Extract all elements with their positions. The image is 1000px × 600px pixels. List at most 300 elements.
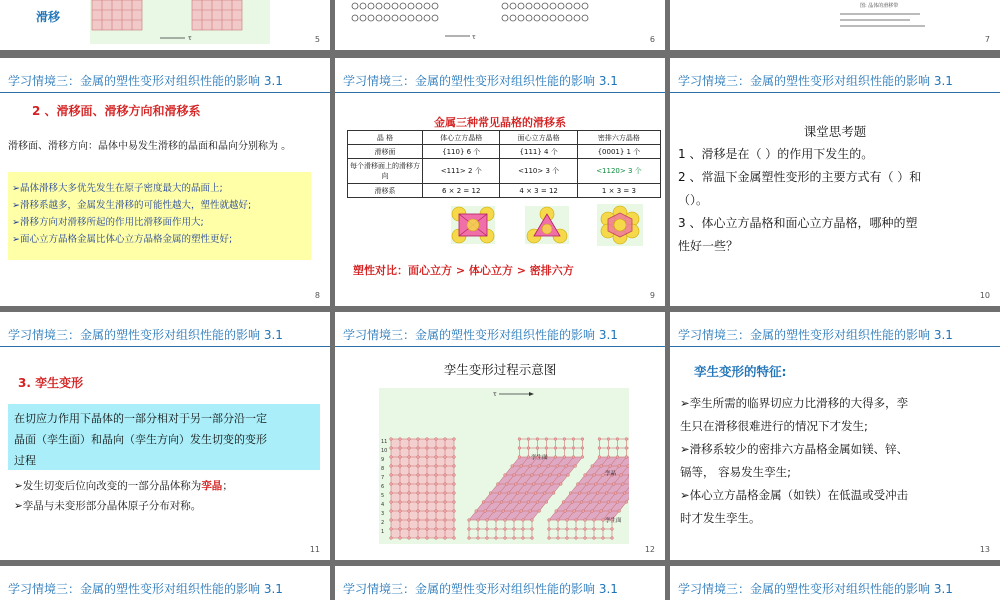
twin-crystal-label: 孪晶 (605, 471, 617, 477)
lattice-atom (502, 510, 505, 513)
lattice-atom (603, 483, 606, 486)
slide5-label: 滑移 (36, 10, 61, 24)
lattice-atom (527, 447, 530, 450)
atom-dot (432, 15, 438, 21)
question-line: （）。 (678, 193, 709, 207)
table-cell: <111> 2 个 (423, 159, 500, 184)
slide-thumbnail-8[interactable] (0, 58, 330, 306)
lattice-atom (616, 438, 619, 441)
lattice-atom (527, 456, 530, 459)
lattice-atom (607, 438, 610, 441)
y-tick-label: 8 (381, 466, 385, 472)
lattice-atom (593, 537, 596, 540)
lattice-atom (605, 492, 608, 495)
lattice-atom (426, 465, 429, 468)
lattice-atom (426, 501, 429, 504)
lattice-atom (399, 528, 402, 531)
lattice-atom (623, 492, 626, 495)
lattice-atom (444, 492, 447, 495)
lattice-atom (563, 447, 566, 450)
lattice-atom (453, 456, 456, 459)
atom-dot (384, 3, 390, 9)
slide-thumbnail-9[interactable] (335, 58, 665, 306)
atom-dot (352, 15, 358, 21)
lattice-atom (625, 447, 628, 450)
lattice-atom (545, 501, 548, 504)
lattice-atom (399, 447, 402, 450)
lattice-atom (477, 528, 480, 531)
lattice-atom (563, 456, 566, 459)
lattice-atom (598, 501, 601, 504)
lattice-atom (627, 465, 629, 468)
lattice-atom (484, 510, 487, 513)
atom-dot (424, 15, 430, 21)
y-tick-label: 3 (381, 511, 385, 517)
lattice-atom (408, 438, 411, 441)
atom-dot (510, 3, 516, 9)
slide-number: 12 (644, 545, 655, 554)
atom-dot (518, 3, 524, 9)
table-cell: {111} 4 个 (500, 145, 577, 159)
exercise-title: 课堂思考题 (803, 124, 867, 139)
atom-dot (502, 15, 508, 21)
lattice-atom (545, 438, 548, 441)
lattice-atom (557, 537, 560, 540)
lattice-atom (614, 492, 617, 495)
lattice-atom (426, 492, 429, 495)
lattice-atom (417, 447, 420, 450)
twin-plane-label: 孪生面 (605, 518, 622, 524)
lattice-atom (518, 501, 521, 504)
header-divider (0, 92, 330, 93)
lattice-atom (486, 519, 489, 522)
header-divider (335, 346, 665, 347)
lattice-atom (525, 492, 528, 495)
atom-dot (526, 15, 532, 21)
slide7-caption: 图: 晶体的滑移带 (860, 3, 899, 9)
lattice-atom (558, 474, 561, 477)
twin-bullet (14, 476, 233, 496)
lattice-atom (566, 537, 569, 540)
lattice-atom (556, 465, 559, 468)
lattice-atom (607, 447, 610, 450)
atom-dot (392, 3, 398, 9)
atom-dot (526, 3, 532, 9)
lattice-atom (426, 510, 429, 513)
slide-thumbnail-10[interactable] (670, 58, 1000, 306)
table-row (348, 184, 661, 198)
section-title: 3. 孪生变形 (18, 376, 84, 390)
lattice-atom (536, 438, 539, 441)
lattice-atom (444, 510, 447, 513)
lattice-atom (417, 456, 420, 459)
table-row (348, 145, 661, 159)
lattice-atom (453, 447, 456, 450)
slide-number: 7 (984, 35, 990, 44)
lattice-atom (522, 528, 525, 531)
atom-dot (550, 15, 556, 21)
lattice-atom (575, 519, 578, 522)
lattice-atom (408, 501, 411, 504)
lattice-atom (543, 492, 546, 495)
lattice-atom (426, 519, 429, 522)
atom-dot (534, 15, 540, 21)
slide-header: 学习情境三：金属的塑性变形对组织性能的影响 3.1 (678, 328, 953, 342)
lattice-atom (505, 483, 508, 486)
lattice-atom (518, 456, 521, 459)
lattice-atom (557, 528, 560, 531)
definition-line: 过程 (14, 454, 36, 467)
fcc-slip-figure (525, 206, 569, 244)
lattice-atom (600, 510, 603, 513)
lattice-atom (581, 447, 584, 450)
lattice-atom (444, 447, 447, 450)
lattice-atom (607, 456, 610, 459)
lattice-atom (417, 501, 420, 504)
lattice-atom (602, 519, 605, 522)
feature-title: 孪生变形的特征: (694, 364, 787, 379)
lattice-atom (566, 528, 569, 531)
slide-thumbnail-11[interactable] (0, 312, 330, 560)
lattice-atom (495, 528, 498, 531)
question-line: 性好一些？ (678, 239, 739, 253)
plasticity-comparison: 塑性对比：面心立方 > 体心立方 > 密排六方 (353, 264, 574, 277)
atom-dot (416, 3, 422, 9)
lattice-atom (444, 438, 447, 441)
table-header-row (348, 131, 661, 145)
lattice-atom (602, 537, 605, 540)
lattice-atom (426, 456, 429, 459)
lattice-atom (549, 474, 552, 477)
header-divider (670, 92, 1000, 93)
summary-bullet: ➢滑移方向对滑移所起的作用比滑移面作用大; (12, 217, 204, 228)
lattice-atom (625, 456, 628, 459)
lattice-atom (581, 438, 584, 441)
lattice-atom (532, 483, 535, 486)
lattice-atom (585, 483, 588, 486)
lattice-atom (584, 474, 587, 477)
lattice-atom (589, 501, 592, 504)
table-cell: 滑移面 (348, 145, 423, 159)
lattice-atom (444, 537, 447, 540)
table-cell: 1 × 3 = 3 (577, 184, 660, 198)
lattice-atom (527, 501, 530, 504)
atom-dot (574, 15, 580, 21)
lattice-atom (444, 474, 447, 477)
lattice-atom (417, 474, 420, 477)
slide-thumbnail-15[interactable] (335, 566, 665, 600)
lattice-atom (621, 483, 624, 486)
table-header-cell: 体心立方晶格 (423, 131, 500, 145)
atom-dot (360, 15, 366, 21)
lattice-atom (399, 510, 402, 513)
table-row (348, 159, 661, 184)
lattice-atom (435, 519, 438, 522)
header-divider (335, 92, 665, 93)
slide-header: 学习情境三：金属的塑性变形对组织性能的影响 3.1 (678, 582, 953, 596)
lattice-atom (554, 447, 557, 450)
twinning-diagram-svg (379, 388, 629, 544)
slide-thumbnail-12[interactable] (335, 312, 665, 560)
lattice-atom (468, 519, 471, 522)
lattice-atom (399, 474, 402, 477)
lattice-atom (513, 474, 516, 477)
svg-text:τ: τ (472, 34, 476, 40)
lattice-atom (520, 510, 523, 513)
lattice-atom (399, 519, 402, 522)
lattice-atom (522, 537, 525, 540)
slide-thumbnail-14[interactable] (0, 566, 330, 600)
lattice-atom (563, 438, 566, 441)
lattice-atom (609, 510, 612, 513)
lattice-atom (536, 447, 539, 450)
summary-box (8, 172, 311, 260)
lattice-atom (538, 510, 541, 513)
lattice-atom (417, 492, 420, 495)
lattice-atom (468, 537, 471, 540)
lattice-atom (390, 510, 393, 513)
atom-dot (424, 3, 430, 9)
twin-bullets (14, 476, 233, 516)
lattice-atom (444, 519, 447, 522)
y-tick-label: 7 (381, 475, 385, 481)
lattice-atom (493, 510, 496, 513)
atom-dot (376, 15, 382, 21)
feature-line: ➢孪生所需的临界切应力比滑移的大得多，孪 (680, 396, 909, 410)
header-divider (0, 346, 330, 347)
slide-thumbnail-6[interactable] (335, 0, 665, 50)
lattice-atom (511, 510, 514, 513)
lattice-atom (468, 528, 471, 531)
bcc-figure-svg (451, 206, 495, 244)
lattice-atom (453, 528, 456, 531)
slide-number: 13 (979, 545, 990, 554)
lattice-atom (548, 519, 551, 522)
definition-box (8, 404, 320, 470)
lattice-atom (408, 474, 411, 477)
figure-title: 孪生变形过程示意图 (443, 362, 557, 377)
lattice-atom (575, 528, 578, 531)
atom-dot (550, 3, 556, 9)
lattice-atom (598, 438, 601, 441)
y-tick-label: 5 (381, 493, 385, 499)
table-cell: 6 × 2 = 12 (423, 184, 500, 198)
lattice-atom (495, 537, 498, 540)
summary-bullet: ➢晶体滑移大多优先发生在原子密度最大的晶面上; (12, 183, 223, 194)
lattice-atom (565, 465, 568, 468)
svg-text:τ: τ (188, 35, 192, 42)
lattice-atom (435, 456, 438, 459)
lattice-atom (435, 438, 438, 441)
lattice-atom (529, 510, 532, 513)
lattice-atom (531, 474, 534, 477)
feature-line: ➢体心立方晶格金属（如铁）在低温或受冲击 (680, 488, 909, 502)
atom-dot (400, 3, 406, 9)
lattice-atom (435, 483, 438, 486)
lattice-atom (616, 447, 619, 450)
slide7-note-line (840, 25, 925, 27)
lattice-atom (408, 528, 411, 531)
lattice-atom (607, 501, 610, 504)
lattice-atom (567, 474, 570, 477)
lattice-atom (426, 438, 429, 441)
lattice-atom (417, 528, 420, 531)
hcp-figure-svg (597, 204, 643, 246)
lattice-atom (611, 537, 614, 540)
question-line: 2 、常温下金属塑性变形的主要方式有（ ）和 (678, 170, 922, 184)
lattice-atom (486, 537, 489, 540)
lattice-atom (435, 474, 438, 477)
question-line: 1 、滑移是在（ ）的作用下发生的。 (678, 147, 874, 161)
lattice-atom (618, 465, 621, 468)
lattice-atom (453, 537, 456, 540)
lattice-atom (593, 528, 596, 531)
table-cell: {110} 6 个 (423, 145, 500, 159)
lattice-atom (509, 501, 512, 504)
atom-dot (558, 15, 564, 21)
slide-header: 学习情境三：金属的塑性变形对组织性能的影响 3.1 (678, 74, 953, 88)
atom-dot (392, 15, 398, 21)
summary-bullet: ➢滑移系越多，金属发生滑移的可能性越大，塑性就越好; (12, 200, 252, 211)
lattice-atom (596, 492, 599, 495)
slide6-atom-rows (345, 0, 645, 40)
slide-thumbnail-16[interactable] (670, 566, 1000, 600)
lattice-atom (477, 537, 480, 540)
lattice-atom (584, 528, 587, 531)
lattice-atom (408, 510, 411, 513)
bullet-text: ； (222, 480, 233, 492)
feature-line: ➢滑移系较少的密排六方晶格金属如镁、锌、 (680, 442, 909, 456)
lattice-atom (514, 483, 517, 486)
feature-line: 生只在滑移很难进行的情况下才发生; (680, 419, 868, 433)
lattice-atom (435, 501, 438, 504)
atom-dot (582, 15, 588, 21)
slide-number: 10 (979, 291, 990, 300)
lattice-atom (426, 447, 429, 450)
slide-header: 学习情境三：金属的塑性变形对组织性能的影响 3.1 (343, 582, 618, 596)
slip-system-table (347, 130, 661, 198)
lattice-atom (540, 474, 543, 477)
lattice-atom (426, 528, 429, 531)
lattice-atom (522, 519, 525, 522)
lattice-atom (390, 447, 393, 450)
lattice-atom (453, 519, 456, 522)
lattice-atom (582, 510, 585, 513)
lattice-atom (520, 465, 523, 468)
lattice-atom (475, 510, 478, 513)
lattice-atom (552, 492, 555, 495)
tau-label: τ (493, 391, 497, 398)
y-tick-label: 6 (381, 484, 385, 490)
lattice-atom (426, 474, 429, 477)
atom-dot (566, 15, 572, 21)
lattice-atom (609, 465, 612, 468)
lattice-atom (453, 474, 456, 477)
lattice-atom (504, 519, 507, 522)
atom-dot (416, 15, 422, 21)
lattice-atom (507, 492, 510, 495)
lattice-atom (518, 447, 521, 450)
lattice-atom (399, 465, 402, 468)
lattice-atom (399, 483, 402, 486)
slide-thumbnail-13[interactable] (670, 312, 1000, 560)
slide-header: 学习情境三：金属的塑性变形对组织性能的影响 3.1 (8, 74, 283, 88)
lattice-atom (534, 492, 537, 495)
lattice-atom (572, 447, 575, 450)
lattice-atom (527, 438, 530, 441)
lattice-atom (504, 537, 507, 540)
atom-dot (518, 15, 524, 21)
slide-number: 5 (314, 35, 320, 44)
slide5-lattice-svg (90, 0, 270, 44)
lattice-atom (408, 483, 411, 486)
atom-dot (542, 3, 548, 9)
lattice-atom (529, 465, 532, 468)
lattice-atom (390, 456, 393, 459)
lattice-atom (399, 492, 402, 495)
lattice-atom (531, 519, 534, 522)
atom-dot (368, 3, 374, 9)
lattice-atom (580, 501, 583, 504)
feature-line: 镉等， 容易发生孪生; (680, 465, 792, 479)
y-tick-label: 1 (381, 529, 385, 535)
lattice-atom (444, 501, 447, 504)
bcc-slip-figure (451, 206, 495, 244)
lattice-atom (408, 519, 411, 522)
lattice-atom (518, 438, 521, 441)
lattice-atom (550, 483, 553, 486)
header-divider (670, 346, 1000, 347)
lattice-atom (498, 492, 501, 495)
atom-dot (566, 3, 572, 9)
lattice-atom (399, 537, 402, 540)
lattice-atom (531, 537, 534, 540)
lattice-atom (435, 492, 438, 495)
lattice-atom (486, 528, 489, 531)
lattice-atom (581, 456, 584, 459)
lattice-atom (625, 501, 628, 504)
lattice-atom (426, 537, 429, 540)
table-cell: 每个滑移面上的滑移方向 (348, 159, 423, 184)
lattice-atom (602, 528, 605, 531)
lattice-atom (408, 492, 411, 495)
atom-dot (408, 3, 414, 9)
lattice-atom (600, 465, 603, 468)
lattice-atom (554, 438, 557, 441)
slide-thumbnail-5[interactable] (0, 0, 330, 50)
y-tick-label: 10 (381, 448, 388, 454)
lattice-atom (602, 474, 605, 477)
lattice-atom (522, 474, 525, 477)
lattice-atom (453, 501, 456, 504)
lattice-atom (513, 519, 516, 522)
lattice-atom (399, 501, 402, 504)
table-header-cell: 面心立方晶格 (500, 131, 577, 145)
lattice-atom (408, 447, 411, 450)
lattice-atom (557, 519, 560, 522)
slide-thumbnail-7[interactable] (670, 0, 1000, 50)
lattice-atom (477, 519, 480, 522)
lattice-atom (572, 438, 575, 441)
y-tick-label: 11 (381, 439, 388, 445)
lattice-atom (562, 501, 565, 504)
lattice-atom (390, 465, 393, 468)
lattice-atom (390, 501, 393, 504)
shear-arrow-head (529, 392, 534, 396)
table-header-cell: 密排六方晶格 (577, 131, 660, 145)
lattice-atom (513, 528, 516, 531)
lattice-atom (390, 483, 393, 486)
